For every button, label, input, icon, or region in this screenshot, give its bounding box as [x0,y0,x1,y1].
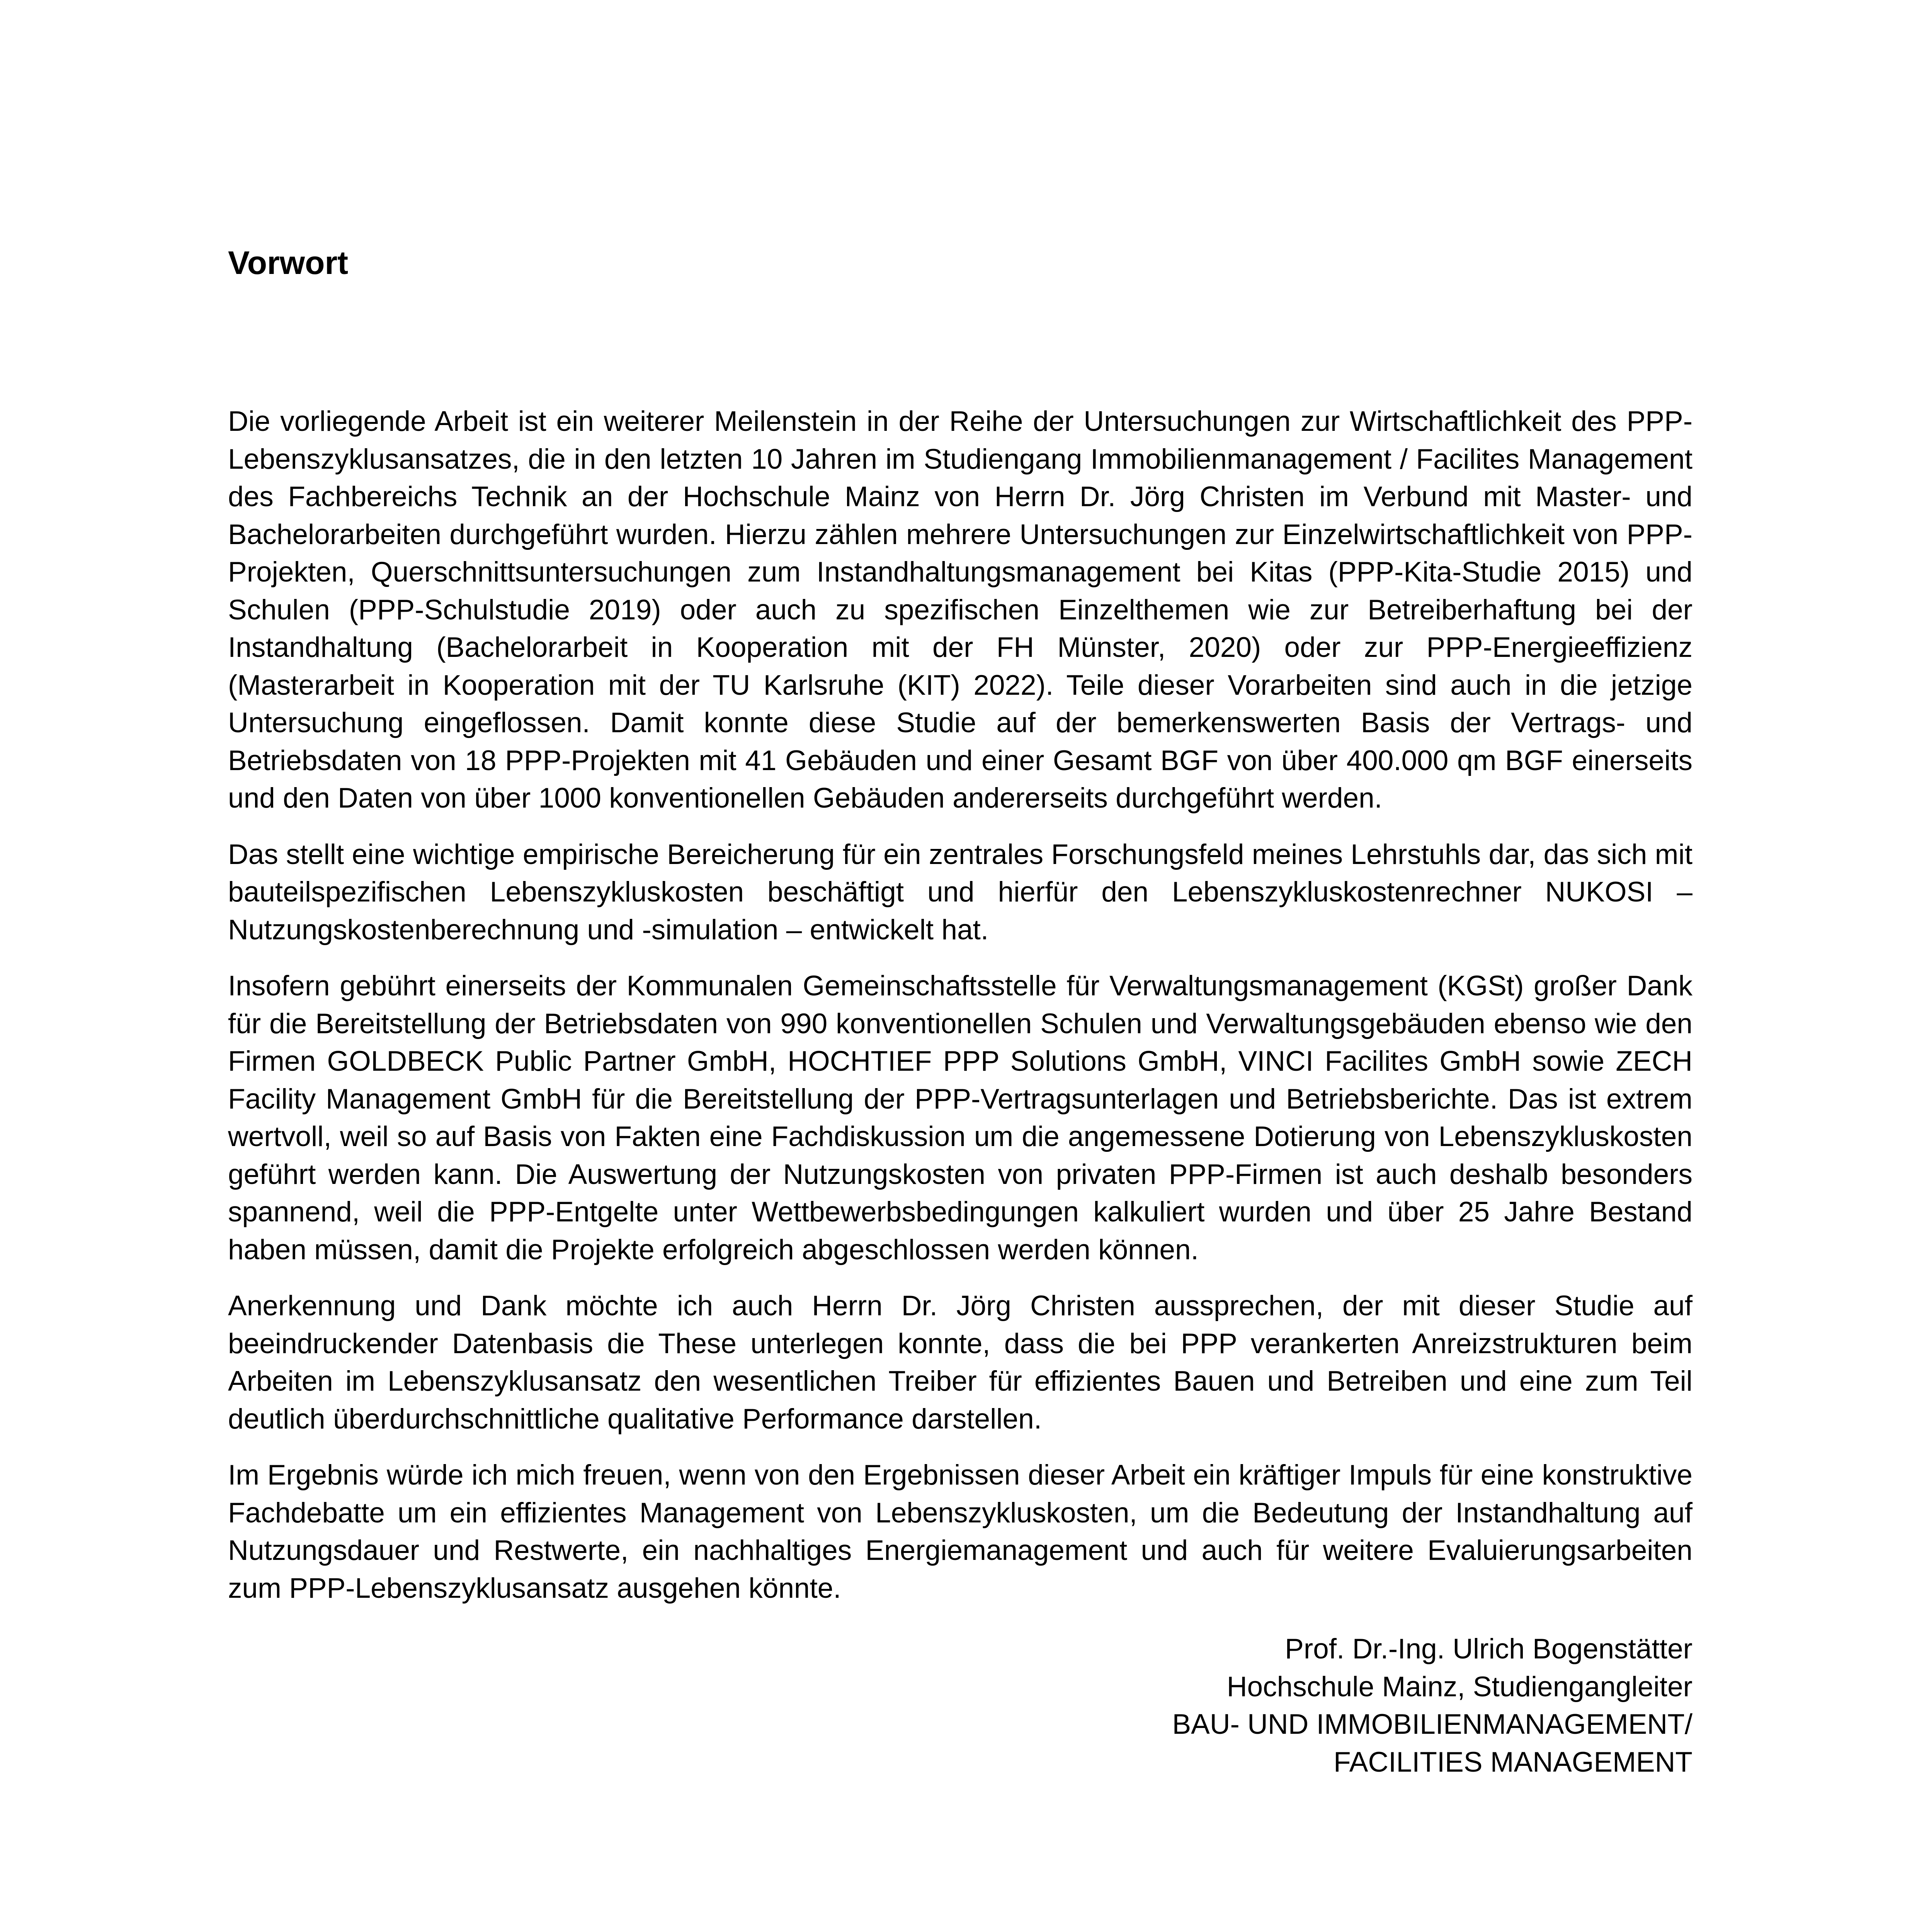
paragraph-1: Die vorliegende Arbeit ist ein weiterer Meilenstein in der Reihe der Untersuchungen zur Wirtschaftlichkeit des PPP-Lebenszyklusansatzes, die in den letzten 10 Jahren im Studiengang Immobilienmanagement / Facilites Management des Fachbereichs Technik an der Hochschule Mainz von Herrn Dr. Jörg Christen im Verbund mit Master- und Bachelorarbeiten durchgeführt wurden. Hierzu zählen mehrere Untersuchungen zur Einzelwirtschaftlichkeit von PPP-Projekten, Querschnittsuntersuchungen zum Instandhaltungsmanagement bei Kitas (PPP-Kita-Studie 2015) und Schulen (PPP-Schulstudie 2019) oder auch zu spezifischen Einzelthemen wie zur Betreiberhaftung bei der Instandhaltung (Bachelorarbeit in Kooperation mit der FH Münster, 2020) oder zur PPP-Energieeffizienz (Masterarbeit in Kooperation mit der TU Karlsruhe (KIT) 2022). Teile dieser Vorarbeiten sind auch in die jetzige Untersuchung eingeflossen. Damit konnte diese Studie auf der bemerkenswerten Basis der Vertrags- und Betriebsdaten von 18 PPP-Projekten mit 41 Gebäuden und einer Gesamt BGF von über 400.000 qm BGF einerseits und den Daten von über 1000 konventionellen Gebäuden andererseits durchgeführt werden. [228,406,1692,814]
signature-block [228,1630,1692,1781]
page-title: Vorwort [228,245,349,281]
paragraph-4: Anerkennung und Dank möchte ich auch Herrn Dr. Jörg Christen aussprechen, der mit dieser Studie auf beeindruckender Datenbasis die These unterlegen konnte, dass die bei PPP verankerten Anreizstrukturen beim Arbeiten im Lebenszyklusansatz den wesentlichen Treiber für effizientes Bauen und Betreiben und eine zum Teil deutlich überdurchschnittliche qualitative Performance darstellen. [228,1290,1692,1435]
paragraph-5: Im Ergebnis würde ich mich freuen, wenn von den Ergebnissen dieser Arbeit ein kräftiger Impuls für eine konstruktive Fachdebatte um ein effizientes Management von Lebenszykluskosten, um die Bedeutung der Instandhaltung auf Nutzungsdauer und Restwerte, ein nachhaltiges Energiemanagement und auch für weitere Evaluierungsarbeiten zum PPP-Lebenszyklusansatz ausgehen könnte. [228,1459,1692,1604]
page-content [228,243,1692,1781]
paragraph-2: Das stellt eine wichtige empirische Bereicherung für ein zentrales Forschungsfeld meines Lehrstuhls dar, das sich mit bauteilspezifischen Lebenszykluskosten beschäftigt und hierfür den Lebenszykluskostenrechner NUKOSI – Nutzungskostenberechnung und -simulation – entwickelt hat. [228,838,1692,946]
signature-program-line-1: BAU- UND IMMOBILIENMANAGEMENT/ [1172,1709,1692,1740]
paragraph-3: Insofern gebührt einerseits der Kommunalen Gemeinschaftsstelle für Verwaltungsmanagement (KGSt) großer Dank für die Bereitstellung der Betriebsdaten von 990 konventionellen Schulen und Verwaltungsgebäuden ebenso wie den Firmen GOLDBECK Public Partner GmbH, HOCHTIEF PPP Solutions GmbH, VINCI Facilites GmbH sowie ZECH Facility Management GmbH für die Bereitstellung der PPP-Vertragsunterlagen und Betriebsberichte. Das ist extrem wertvoll, weil so auf Basis von Fakten eine Fachdiskussion um die angemessene Dotierung von Lebenszykluskosten geführt werden kann. Die Auswertung der Nutzungskosten von privaten PPP-Firmen ist auch deshalb besonders spannend, weil die PPP-Entgelte unter Wettbewerbsbedingungen kalkuliert wurden und über 25 Jahre Bestand haben müssen, damit die Projekte erfolgreich abgeschlossen werden können. [228,970,1692,1265]
body-text [228,403,1692,1607]
signature-affiliation: Hochschule Mainz, Studiengangleiter [1226,1671,1692,1702]
signature-program-line-2: FACILITIES MANAGEMENT [1334,1746,1692,1778]
signature-name: Prof. Dr.-Ing. Ulrich Bogenstätter [1285,1633,1692,1665]
